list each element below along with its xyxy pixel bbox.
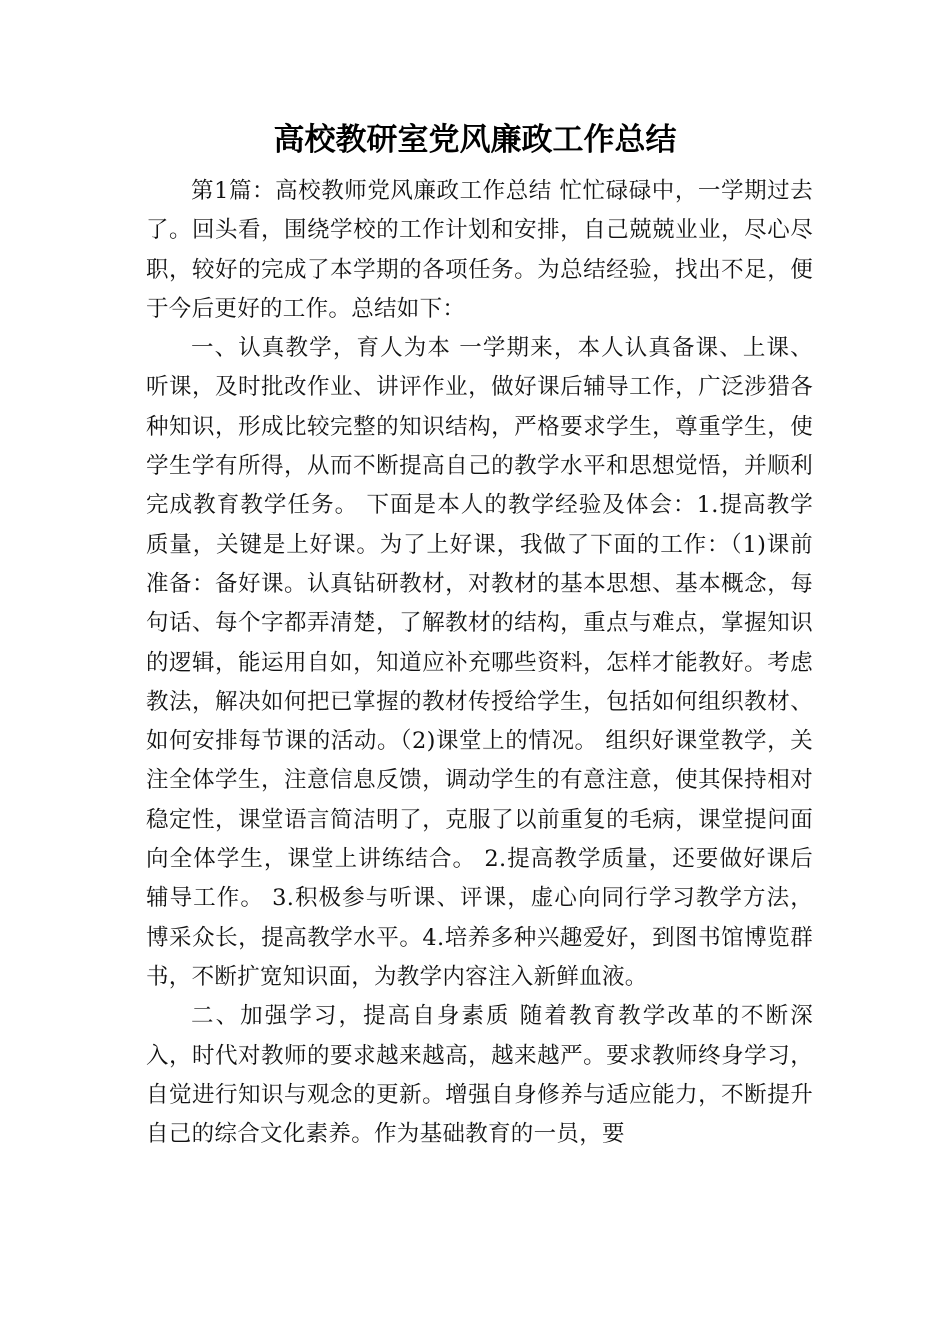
paragraph-intro: 第1篇：高校教师党风廉政工作总结 忙忙碌碌中，一学期过去了。回头看，围绕学校的工作计划和安排，自己兢兢业业，尽心尽职，较好的完成了本学期的各项任务。为总结经验，找出不足，便于今后更好的工作。总结如下： (146, 178, 813, 322)
document-title: 高校教研室党风廉政工作总结 (273, 122, 677, 158)
paragraph-section-two: 二、加强学习，提高自身素质 随着教育教学改革的不断深入，时代对教师的要求越来越高，越来越严。要求教师终身学习，自觉进行知识与观念的更新。增强自身修养与适应能力，不断提升自己的综合文化素养。作为基础教育的一员，要 (146, 1003, 813, 1148)
document-body (146, 172, 813, 1154)
paragraph-section-one: 一、认真教学，育人为本 一学期来，本人认真备课、上课、听课，及时批改作业、讲评作业，做好课后辅导工作，广泛涉猎各种知识，形成比较完整的知识结构，严格要求学生，尊重学生，使学生学有所得，从而不断提高自己的教学水平和思想觉悟，并顺利完成教育教学任务。 下面是本人的教学经验及体会：1.提高教学质量，关键是上好课。为了上好课，我做了下面的工作：（1)课前准备：备好课。认真钻研教材，对教材的基本思想、基本概念，每句话、每个字都弄清楚，了解教材的结构，重点与难点，掌握知识的逻辑，能运用自如，知道应补充哪些资料，怎样才能教好。考虑教法，解决如何把已掌握的教材传授给学生，包括如何组织教材、如何安排每节课的活动。（2)课堂上的情况。 组织好课堂教学，关注全体学生，注意信息反馈，调动学生的有意注意，使其保持相对稳定性，课堂语言简洁明了，克服了以前重复的毛病，课堂提问面向全体学生，课堂上讲练结合。 2.提高教学质量，还要做好课后辅导工作。 3.积极参与听课、评课，虚心向同行学习教学方法，博采众长，提高教学水平。4.培养多种兴趣爱好，到图书馆博览群书，不断扩宽知识面，为教学内容注入新鲜血液。 (146, 335, 813, 990)
